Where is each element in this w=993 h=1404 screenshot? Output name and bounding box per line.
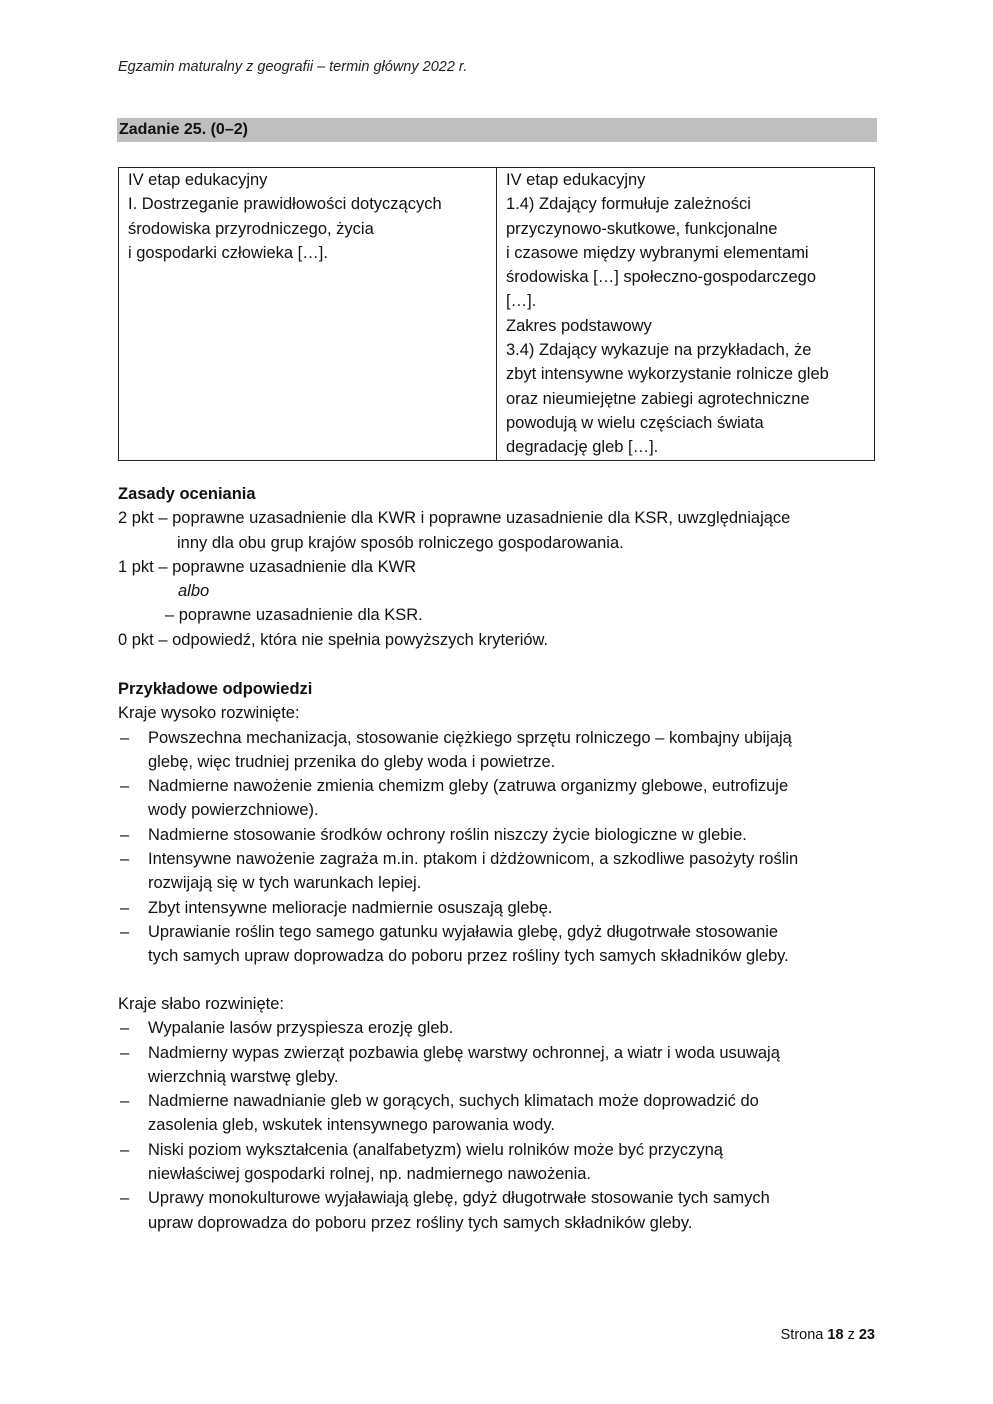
general-requirement-cell <box>119 168 497 461</box>
developing-answers <box>118 992 878 1235</box>
table-line: […]. <box>506 292 537 311</box>
scoring-heading: Zasady oceniania <box>118 485 256 503</box>
list-item <box>118 726 878 775</box>
running-header: Egzamin maturalny z geografii – termin główny 2022 r. <box>118 59 468 75</box>
list-item-text: Uprawianie roślin tego samego gatunku wyjaławia glebę, gdyż długotrwałe stosowanie <box>148 922 779 941</box>
table-line: 1.4) Zdający formułuje zależności <box>506 195 751 214</box>
list-item <box>118 1016 878 1040</box>
dash-bullet: – <box>120 850 130 869</box>
table-line: środowiska przyrodniczego, życia <box>128 219 374 238</box>
list-item-text: glebę, więc trudniej przenika do gleby woda i powietrze. <box>148 752 556 771</box>
page-sep: z <box>847 1327 855 1343</box>
list-item-text: Nadmierne nawożenie zmienia chemizm gleby (zatruwa organizmy glebowe, eutrofizuje <box>148 777 789 796</box>
task-title: Zadanie 25. (0–2) <box>117 118 877 142</box>
dash-bullet: – <box>120 728 130 747</box>
score-2pkt-line-1: 2 pkt – poprawne uzasadnienie dla KWR i poprawne uzasadnienie dla KSR, uwzględniające <box>118 509 791 528</box>
table-line: i gospodarki człowieka […]. <box>128 243 328 262</box>
table-line: 3.4) Zdający wykazuje na przykładach, że <box>506 341 812 360</box>
dash-bullet: – <box>120 898 130 917</box>
table-line: oraz nieumiejętne zabiegi agrotechniczne <box>506 389 810 408</box>
score-0pkt-line: 0 pkt – odpowiedź, która nie spełnia powyższych kryteriów. <box>118 630 549 649</box>
table-line: I. Dostrzeganie prawidłowości dotyczących <box>128 195 442 214</box>
list-item <box>118 1186 878 1235</box>
list-item-text: wierzchnią warstwę gleby. <box>148 1067 339 1086</box>
answers-heading: Przykładowe odpowiedzi <box>118 680 313 698</box>
score-1pkt-line-1: 1 pkt – poprawne uzasadnienie dla KWR <box>118 557 417 576</box>
developed-countries-list <box>118 726 878 969</box>
list-item-text: Nadmierne stosowanie środków ochrony roślin niszczy życie biologiczne w glebie. <box>148 825 747 844</box>
dash-bullet: – <box>120 825 130 844</box>
list-item <box>118 920 878 969</box>
list-item-text: Intensywne nawożenie zagraża m.in. ptakom i dżdżownicom, a szkodliwe pasożyty roślin <box>148 850 799 869</box>
page-current: 18 <box>827 1327 844 1343</box>
table-line: Zakres podstawowy <box>506 316 652 335</box>
page-prefix: Strona <box>780 1327 824 1343</box>
table-line: środowiska […] społeczno-gospodarczego <box>506 268 816 287</box>
dash-bullet: – <box>120 1140 130 1159</box>
list-item-text: niewłaściwej gospodarki rolnej, np. nadmiernego nawożenia. <box>148 1165 592 1184</box>
scoring-rules <box>118 482 790 652</box>
score-2pkt-line-2: inny dla obu grup krajów sposób rolniczego gospodarowania. <box>177 533 624 552</box>
list-item <box>118 896 878 920</box>
table-line: IV etap edukacyjny <box>506 171 646 189</box>
table-line: IV etap edukacyjny <box>128 171 268 189</box>
list-item-text: Nadmierne nawadnianie gleb w gorących, suchych klimatach może doprowadzić do <box>148 1092 759 1111</box>
table-line: przyczynowo-skutkowe, funkcjonalne <box>506 219 778 238</box>
dash-bullet: – <box>120 1092 130 1111</box>
list-item-text: zasolenia gleb, wskutek intensywnego parowania wody. <box>148 1116 555 1135</box>
list-item-text: upraw doprowadza do poboru przez rośliny tych samych składników gleby. <box>148 1213 693 1232</box>
table-line: degradację gleb […]. <box>506 438 659 457</box>
page-number <box>781 1327 875 1343</box>
list-item-text: Niski poziom wykształcenia (analfabetyzm) wielu rolników może być przyczyną <box>148 1140 723 1159</box>
table-line: powodują w wielu częściach świata <box>506 413 764 432</box>
page-total: 23 <box>858 1327 875 1343</box>
list-item-text: Nadmierny wypas zwierząt pozbawia glebę warstwy ochronnej, a wiatr i woda usuwają <box>148 1043 780 1062</box>
list-item <box>118 1041 878 1090</box>
list-item-text: Zbyt intensywne melioracje nadmiernie osuszają glebę. <box>148 898 553 917</box>
list-item <box>118 1089 878 1138</box>
list-item <box>118 774 878 823</box>
table-line: i czasowe między wybranymi elementami <box>506 243 809 262</box>
score-albo: albo <box>178 582 210 601</box>
list-item <box>118 847 878 896</box>
table-line: zbyt intensywne wykorzystanie rolnicze gleb <box>506 365 829 384</box>
list-item <box>118 1138 878 1187</box>
developing-countries-label: Kraje słabo rozwinięte: <box>118 995 284 1013</box>
list-item-text: Uprawy monokulturowe wyjaławiają glebę, gdyż długotrwałe stosowanie tych samych <box>148 1189 770 1208</box>
dash-bullet: – <box>120 1043 130 1062</box>
score-1pkt-line-2: – poprawne uzasadnienie dla KSR. <box>165 606 423 625</box>
list-item-text: wody powierzchniowe). <box>148 801 319 820</box>
list-item-text: rozwijają się w tych warunkach lepiej. <box>148 874 422 893</box>
developed-countries-label: Kraje wysoko rozwinięte: <box>118 704 300 723</box>
dash-bullet: – <box>120 922 130 941</box>
list-item <box>118 823 878 847</box>
requirements-table <box>118 167 875 461</box>
list-item-text: tych samych upraw doprowadza do poboru przez rośliny tych samych składników gleby. <box>148 947 789 966</box>
sample-answers <box>118 677 878 969</box>
developing-countries-list <box>118 1016 878 1235</box>
dash-bullet: – <box>120 1189 130 1208</box>
dash-bullet: – <box>120 777 130 796</box>
dash-bullet: – <box>120 1019 130 1038</box>
list-item-text: Powszechna mechanizacja, stosowanie ciężkiego sprzętu rolniczego – kombajny ubijają <box>148 728 792 747</box>
list-item-text: Wypalanie lasów przyspiesza erozję gleb. <box>148 1019 454 1038</box>
specific-requirement-cell <box>497 168 875 461</box>
